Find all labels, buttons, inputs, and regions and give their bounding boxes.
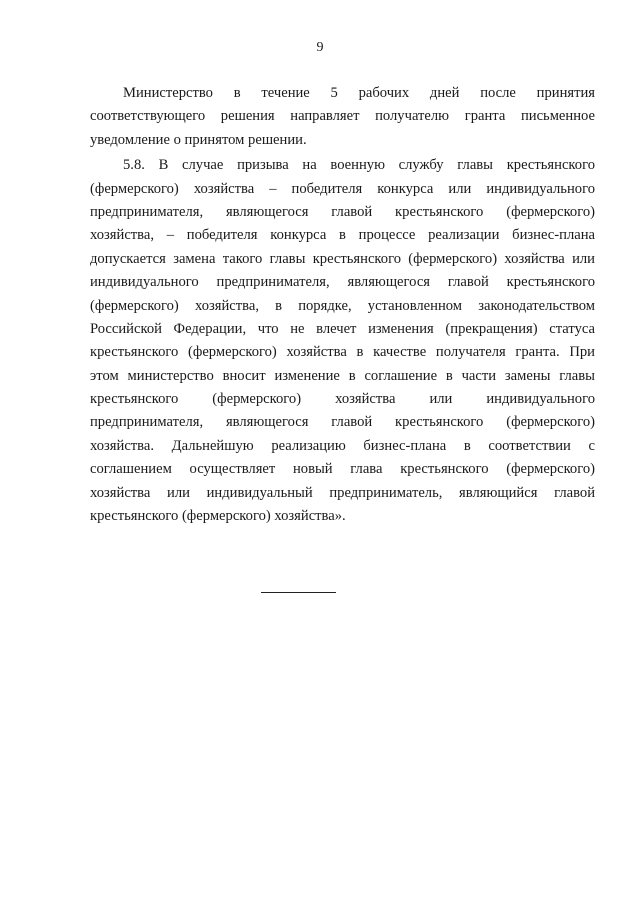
text-line: хозяйства или индивидуальный предприниматель, являющийся главой [90,484,595,501]
document-body [90,82,595,528]
text-line: соглашением осуществляет новый глава крестьянского (фермерского) [90,461,595,478]
text-line: уведомление о принятом решении. [90,131,307,148]
text-line: 5.8. В случае призыва на военную службу главы крестьянского [123,157,595,174]
text-line: крестьянского (фермерского) хозяйства». [90,508,346,525]
text-line: крестьянского (фермерского) хозяйства в качестве получателя гранта. При [90,344,595,361]
end-divider [261,592,336,593]
text-line: хозяйства, – победителя конкурса в процессе реализации бизнес-плана [90,227,595,244]
text-line: предпринимателя, являющегося главой крестьянского (фермерского) [90,414,595,431]
text-line: (фермерского) хозяйства – победителя конкурса или индивидуального [90,180,595,197]
text-line: Министерство в течение 5 рабочих дней после принятия [123,85,595,101]
text-line: крестьянского (фермерского) хозяйства или индивидуального [90,391,595,408]
text-line: Российской Федерации, что не влечет изменения (прекращения) статуса [90,320,595,337]
page-number: 9 [316,40,324,55]
paragraph [90,154,595,528]
text-line: (фермерского) хозяйства, в порядке, установленном законодательством [90,297,595,314]
text-line: этом министерство вносит изменение в соглашение в части замены главы [90,367,595,384]
text-line: хозяйства. Дальнейшую реализацию бизнес-плана в соответствии с [90,437,595,454]
text-line: индивидуального предпринимателя, являющегося главой крестьянского [90,274,595,291]
paragraph [90,82,595,152]
text-line: допускается замена такого главы крестьянского (фермерского) хозяйства или [90,250,595,267]
text-line: соответствующего решения направляет получателю гранта письменное [90,108,595,125]
text-line: предпринимателя, являющегося главой крестьянского (фермерского) [90,203,595,220]
